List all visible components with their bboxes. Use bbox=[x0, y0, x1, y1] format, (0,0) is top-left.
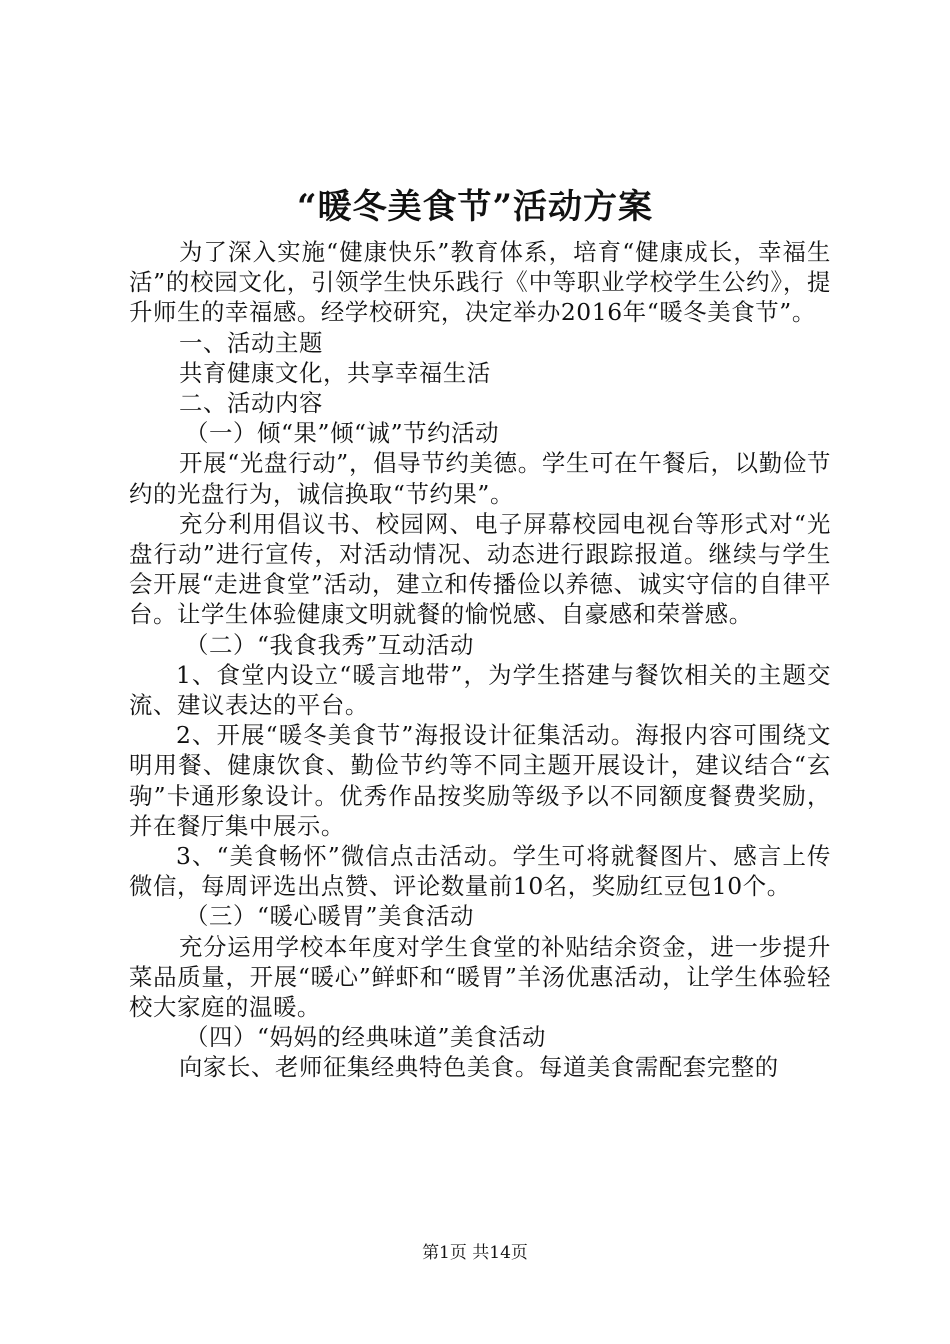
numbered-item-2: 2、开展“暖冬美食节”海报设计征集活动。海报内容可围绕文明用餐、健康饮食、勤俭节约等不同主题开展设计，建议结合“玄驹”卡通形象设计。优秀作品按奖励等级予以不同额度餐费奖励，并在餐厅集中展示。 bbox=[129, 721, 831, 840]
subsection-heading-4: （四）“妈妈的经典味道”美食活动 bbox=[185, 1023, 546, 1052]
subsection-heading-3: （三）“暖心暖胃”美食活动 bbox=[185, 902, 475, 931]
subsection-heading-1: （一）倾“果”倾“诚”节约活动 bbox=[185, 419, 500, 448]
document-body bbox=[129, 237, 831, 1083]
section-heading-theme: 一、活动主题 bbox=[179, 328, 323, 357]
intro-paragraph: 为了深入实施“健康快乐”教育体系，培育“健康成长，幸福生活”的校园文化，引领学生快乐践行《中等职业学校学生公约》，提升师生的幸福感。经学校研究，决定举办2016年“暖冬美食节”。 bbox=[129, 238, 831, 327]
document-title: “暖冬美食节”活动方案 bbox=[296, 187, 654, 227]
subsection-heading-2: （二）“我食我秀”互动活动 bbox=[185, 630, 475, 659]
body-paragraph: 开展“光盘行动”，倡导节约美德。学生可在午餐后，以勤俭节约的光盘行为，诚信换取“节约果”。 bbox=[129, 449, 831, 508]
body-paragraph: 充分利用倡议书、校园网、电子屏幕校园电视台等形式对“光盘行动”进行宣传，对活动情况、动态进行跟踪报道。继续与学生会开展“走进食堂”活动，建立和传播俭以养德、诚实守信的自律平台。让学生体验健康文明就餐的愉悦感、自豪感和荣誉感。 bbox=[129, 509, 831, 629]
theme-text: 共育健康文化，共享幸福生活 bbox=[179, 358, 491, 387]
numbered-item-3: 3、“美食畅怀”微信点击活动。学生可将就餐图片、感言上传微信，每周评选出点赞、评论数量前10名，奖励红豆包10个。 bbox=[129, 842, 831, 901]
section-heading-content: 二、活动内容 bbox=[179, 389, 323, 418]
page-footer: 第1页 共14页 bbox=[422, 1243, 528, 1263]
body-paragraph: 向家长、老师征集经典特色美食。每道美食需配套完整的 bbox=[179, 1053, 779, 1082]
body-paragraph: 充分运用学校本年度对学生食堂的补贴结余资金，进一步提升菜品质量，开展“暖心”鲜虾和“暖胃”羊汤优惠活动，让学生体验轻校大家庭的温暖。 bbox=[129, 932, 831, 1022]
numbered-item-1: 1、食堂内设立“暖言地带”，为学生搭建与餐饮相关的主题交流、建议表达的平台。 bbox=[129, 660, 831, 720]
